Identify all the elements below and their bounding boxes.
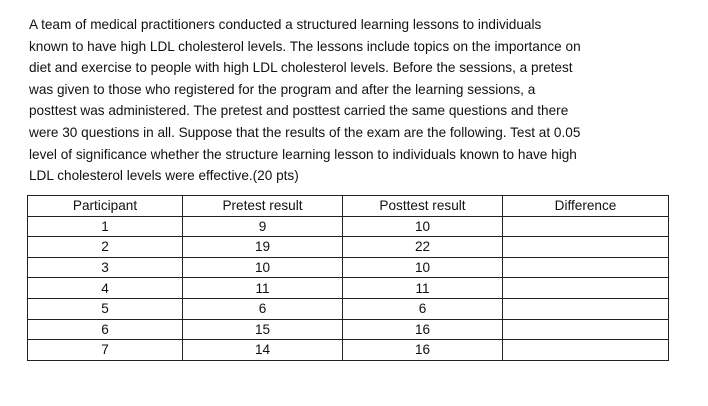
- table-row: [28, 257, 669, 278]
- header-difference: Difference: [503, 196, 669, 217]
- participant-cell: 2: [28, 237, 183, 258]
- posttest-cell: 16: [343, 319, 503, 340]
- difference-cell: [503, 319, 669, 340]
- participant-cell: 6: [28, 319, 183, 340]
- table-row: [28, 340, 669, 361]
- pretest-cell: 14: [183, 340, 343, 361]
- difference-cell: [503, 278, 669, 299]
- pretest-cell: 19: [183, 237, 343, 258]
- difference-cell: [503, 237, 669, 258]
- problem-statement: [29, 14, 669, 187]
- posttest-cell: 10: [343, 216, 503, 237]
- results-table: [27, 195, 669, 361]
- pretest-cell: 15: [183, 319, 343, 340]
- pretest-cell: 10: [183, 257, 343, 278]
- problem-line: LDL cholesterol levels were effective.(20 pts): [29, 168, 299, 184]
- posttest-cell: 22: [343, 237, 503, 258]
- participant-cell: 3: [28, 257, 183, 278]
- problem-line: was given to those who registered for the program and after the learning sessions, a: [29, 81, 536, 97]
- table-header-row: [28, 196, 669, 217]
- problem-line: A team of medical practitioners conducted a structured learning lessons to individuals: [29, 17, 542, 32]
- pretest-cell: 6: [183, 298, 343, 319]
- participant-cell: 4: [28, 278, 183, 299]
- problem-line: level of significance whether the structure learning lesson to individuals known to have high: [29, 146, 577, 162]
- posttest-cell: 10: [343, 257, 503, 278]
- table-row: [28, 298, 669, 319]
- participant-cell: 5: [28, 298, 183, 319]
- table-row: [28, 278, 669, 299]
- problem-line: posttest was administered. The pretest and posttest carried the same questions and there: [29, 103, 569, 119]
- difference-cell: [503, 340, 669, 361]
- header-posttest-result: Posttest result: [343, 196, 503, 217]
- difference-cell: [503, 298, 669, 319]
- pretest-cell: 9: [183, 216, 343, 237]
- header-pretest-result: Pretest result: [183, 196, 343, 217]
- table-row: [28, 237, 669, 258]
- problem-line: known to have high LDL cholesterol levels. The lessons include topics on the importance on: [29, 38, 581, 54]
- table-row: [28, 319, 669, 340]
- participant-cell: 1: [28, 216, 183, 237]
- header-participant: Participant: [28, 196, 183, 217]
- participant-cell: 7: [28, 340, 183, 361]
- table-row: [28, 216, 669, 237]
- posttest-cell: 6: [343, 298, 503, 319]
- problem-line: were 30 questions in all. Suppose that the results of the exam are the following. Test at 0.05: [29, 124, 581, 140]
- posttest-cell: 16: [343, 340, 503, 361]
- problem-line: diet and exercise to people with high LDL cholesterol levels. Before the sessions, a pretest: [29, 60, 573, 76]
- pretest-cell: 11: [183, 278, 343, 299]
- difference-cell: [503, 216, 669, 237]
- posttest-cell: 11: [343, 278, 503, 299]
- difference-cell: [503, 257, 669, 278]
